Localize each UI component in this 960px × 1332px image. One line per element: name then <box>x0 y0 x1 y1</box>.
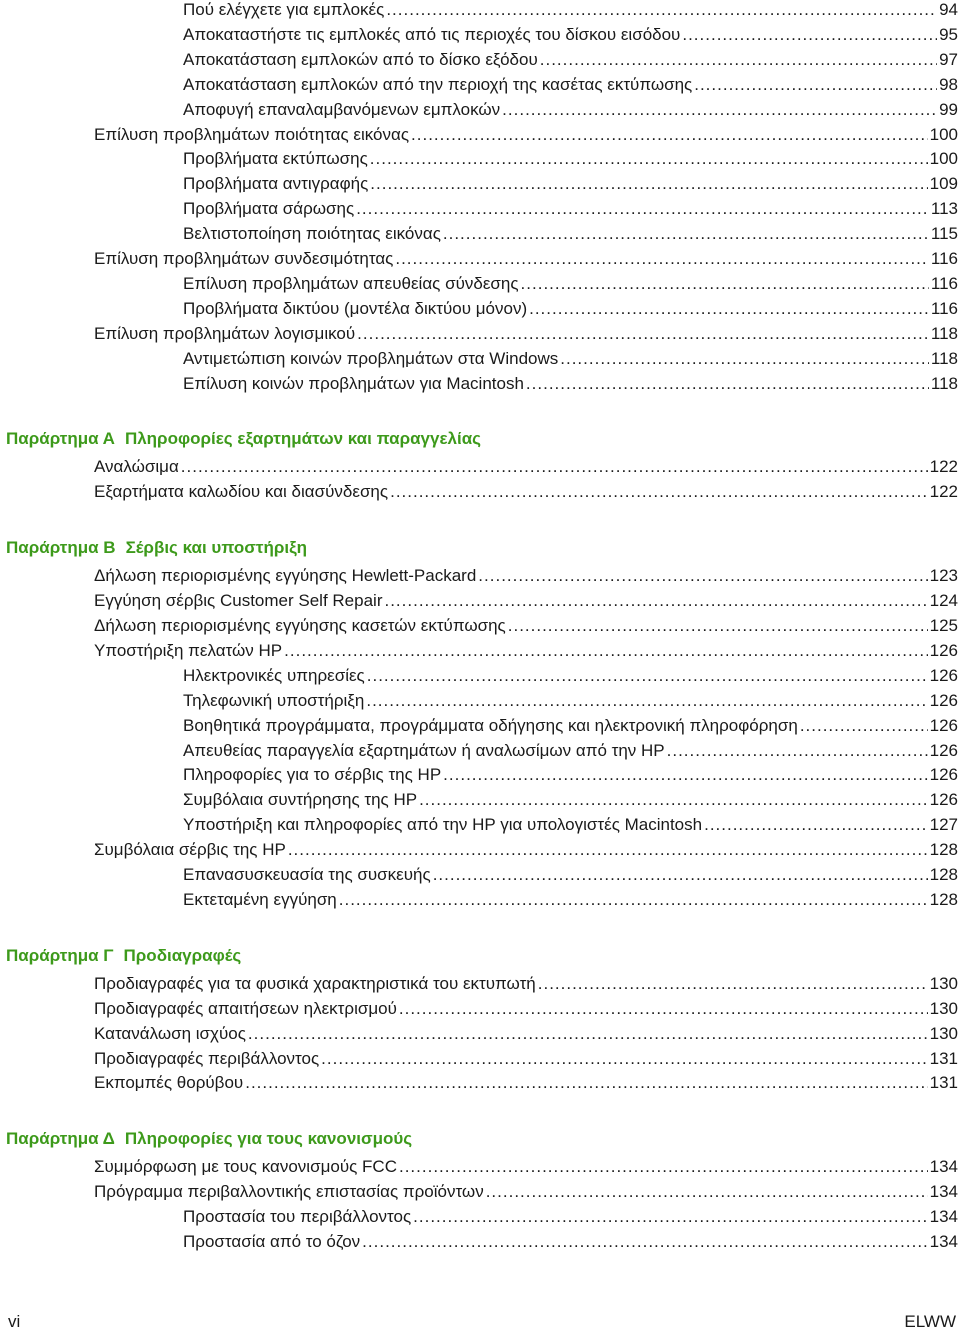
appendix-heading[interactable] <box>6 428 481 450</box>
toc-entry-title: Ηλεκτρονικές υπηρεσίες <box>183 665 365 685</box>
dot-leader <box>370 149 928 169</box>
dot-leader <box>366 691 927 711</box>
toc-page-number: 126 <box>929 690 958 710</box>
dot-leader <box>433 865 928 885</box>
toc-entry[interactable] <box>94 319 958 344</box>
toc-entry[interactable] <box>94 477 958 502</box>
toc-entry-title: Εκπομπές θορύβου <box>94 1073 244 1093</box>
toc-entry-title: Δήλωση περιορισμένης εγγύησης κασετών εκτύπωσης <box>94 616 506 635</box>
toc-page-number: 134 <box>929 1157 958 1177</box>
toc-subentry[interactable] <box>183 760 958 785</box>
dot-leader <box>390 482 928 502</box>
toc-page-number: 122 <box>929 457 958 477</box>
toc-page-number: 126 <box>929 765 958 785</box>
dot-leader <box>508 616 928 636</box>
dot-leader <box>411 125 928 145</box>
dot-leader <box>694 75 937 95</box>
toc-page-number: 134 <box>929 1182 958 1202</box>
dot-leader <box>357 324 929 344</box>
appendix-label: Παράρτημα Β <box>6 538 116 558</box>
toc-subentry[interactable] <box>183 0 958 20</box>
dot-leader <box>800 716 928 736</box>
toc-page-number: 122 <box>929 482 958 502</box>
toc-entry-title: Βοηθητικά προγράμματα, προγράμματα οδήγησης και ηλεκτρονική πληροφόρηση <box>183 715 798 735</box>
dot-leader <box>413 1207 927 1227</box>
toc-page-number: 98 <box>939 74 958 94</box>
dot-leader <box>339 890 928 910</box>
toc-subentry[interactable] <box>183 686 958 711</box>
dot-leader <box>370 174 927 194</box>
toc-entry-title: Εγγύηση σέρβις Customer Self Repair <box>94 591 383 611</box>
toc-entry-title: Προδιαγραφές περιβάλλοντος <box>94 1048 320 1068</box>
toc-subentry[interactable] <box>183 194 958 219</box>
toc-page-number: 123 <box>929 566 958 586</box>
appendix-heading[interactable] <box>6 1128 412 1150</box>
dot-leader <box>419 790 928 810</box>
toc-page-number: 134 <box>929 1207 958 1227</box>
toc-subentry[interactable] <box>183 344 958 369</box>
toc-entry-title: Απευθείας παραγγελία εξαρτημάτων ή αναλωσίμων από την HP <box>183 740 665 760</box>
dot-leader <box>529 299 929 319</box>
dot-leader <box>248 1024 928 1044</box>
toc-entry[interactable] <box>94 994 958 1019</box>
toc-entry-title: Επίλυση κοινών προβλημάτων για Macintosh <box>183 373 524 393</box>
toc-page-number: 130 <box>929 973 958 993</box>
toc-subentry[interactable] <box>183 661 958 686</box>
toc-entry[interactable] <box>94 1152 958 1177</box>
toc-entry[interactable] <box>94 835 958 860</box>
dot-leader <box>443 224 929 244</box>
toc-entry[interactable] <box>94 636 958 661</box>
appendix-title: Πληροφορίες εξαρτημάτων και παραγγελίας <box>124 429 481 449</box>
toc-entry-title: Τηλεφωνική υποστήριξη <box>183 690 365 710</box>
dot-leader <box>521 274 929 294</box>
dot-leader <box>386 0 937 20</box>
toc-page-number: 124 <box>929 591 958 611</box>
toc-page-number: 126 <box>929 640 958 660</box>
toc-page-number: 130 <box>929 1023 958 1043</box>
dot-leader <box>367 666 928 686</box>
appendix-label: Παράρτημα Δ <box>6 1129 115 1149</box>
dot-leader <box>538 974 928 994</box>
dot-leader <box>245 1073 927 1093</box>
toc-page-number: 95 <box>939 24 958 44</box>
toc-page-number: 115 <box>930 224 958 244</box>
toc-subentry[interactable] <box>183 1202 958 1227</box>
toc-entry-title: Επανασυσκευασία της συσκευής <box>183 865 431 884</box>
toc-page-number: 126 <box>929 665 958 685</box>
toc-page-number: 128 <box>929 865 958 884</box>
toc-entry[interactable] <box>94 244 958 269</box>
appendix-title: Προδιαγραφές <box>123 945 242 965</box>
toc-subentry[interactable] <box>183 294 958 319</box>
dot-leader <box>356 199 929 219</box>
toc-entry-title: Αναλώσιμα <box>94 457 179 477</box>
toc-entry[interactable] <box>94 120 958 145</box>
toc-subentry[interactable] <box>183 885 958 910</box>
toc-entry-title: Αποκαταστήστε τις εμπλοκές από τις περιοχές του δίσκου εισόδου <box>183 24 681 44</box>
toc-entry-title: Υποστήριξη πελατών HP <box>94 640 283 660</box>
appendix-label: Παράρτημα Α <box>6 429 115 449</box>
toc-page-number: 116 <box>930 273 958 293</box>
toc-page-number: 126 <box>929 790 958 810</box>
dot-leader <box>399 999 928 1019</box>
toc-entry[interactable] <box>94 611 958 636</box>
toc-page-number: 100 <box>929 149 958 169</box>
toc-entry-title: Αποφυγή επαναλαμβανόμενων εμπλοκών <box>183 99 501 119</box>
dot-leader <box>284 641 927 661</box>
toc-page-number: 94 <box>939 0 958 19</box>
toc-page-number: 131 <box>929 1073 958 1093</box>
toc-page-number: 118 <box>930 373 958 393</box>
toc-page-number: 116 <box>930 249 958 268</box>
appendix-heading[interactable] <box>6 945 241 967</box>
toc-entry-title: Επίλυση προβλημάτων απευθείας σύνδεσης <box>183 273 519 293</box>
toc-subentry[interactable] <box>183 45 958 70</box>
dot-leader <box>540 50 937 70</box>
toc-entry-title: Προβλήματα δικτύου (μοντέλα δικτύου μόνον) <box>183 298 528 318</box>
appendix-label: Παράρτημα Γ <box>6 945 114 965</box>
toc-entry-title: Προστασία από το όζον <box>183 1232 361 1251</box>
dot-leader <box>181 457 928 477</box>
dot-leader <box>667 741 928 761</box>
toc-entry-title: Υποστήριξη και πληροφορίες από την HP για υπολογιστές Macintosh <box>183 815 703 835</box>
toc-entry-title: Εκτεταμένη εγγύηση <box>183 889 337 909</box>
toc-page-number: 126 <box>929 740 958 760</box>
toc-entry[interactable] <box>94 1044 958 1069</box>
toc-entry-title: Επίλυση προβλημάτων λογισμικού <box>94 323 356 343</box>
toc-entry-title: Πληροφορίες για το σέρβις της HP <box>183 765 442 785</box>
toc-entry-title: Πού ελέγχετε για εμπλοκές <box>183 0 385 19</box>
toc-entry[interactable] <box>94 1068 958 1093</box>
dot-leader <box>399 1157 928 1177</box>
dot-leader <box>478 566 927 586</box>
toc-page-number: 113 <box>930 199 958 219</box>
toc-subentry[interactable] <box>183 369 958 394</box>
toc-entry-title: Αποκατάσταση εμπλοκών από το δίσκο εξόδου <box>183 49 538 69</box>
dot-leader <box>321 1049 927 1069</box>
toc-page-number: 128 <box>929 840 958 860</box>
toc-entry-title: Προδιαγραφές για τα φυσικά χαρακτηριστικά του εκτυπωτή <box>94 973 536 993</box>
toc-subentry[interactable] <box>183 785 958 810</box>
toc-subentry[interactable] <box>183 219 958 244</box>
toc-subentry[interactable] <box>183 169 958 194</box>
appendix-title: Πληροφορίες για τους κανονισμούς <box>124 1129 413 1149</box>
dot-leader <box>443 765 927 785</box>
dot-leader <box>502 100 937 120</box>
toc-entry-title: Συμβόλαια σέρβις της HP <box>94 840 286 860</box>
toc-entry[interactable] <box>94 452 958 477</box>
dot-leader <box>384 591 927 611</box>
dot-leader <box>526 374 929 394</box>
toc-entry[interactable] <box>94 1177 958 1202</box>
toc-subentry[interactable] <box>183 20 958 45</box>
toc-page-number: 130 <box>929 998 958 1018</box>
toc-page-number: 116 <box>930 298 958 318</box>
toc-entry-title: Πρόγραμμα περιβαλλοντικής επιστασίας προϊόντων <box>94 1182 484 1202</box>
toc-entry-title: Προβλήματα εκτύπωσης <box>183 149 368 169</box>
toc-page-number: 128 <box>929 889 958 909</box>
toc-entry-title: Επίλυση προβλημάτων συνδεσιμότητας <box>94 249 394 268</box>
toc-page-number: 118 <box>930 348 958 368</box>
toc-page-number: 131 <box>929 1048 958 1068</box>
dot-leader <box>288 840 928 860</box>
toc-entry-title: Βελτιστοποίηση ποιότητας εικόνας <box>183 224 441 244</box>
dot-leader <box>560 349 929 369</box>
toc-subentry[interactable] <box>183 70 958 95</box>
toc-subentry[interactable] <box>183 269 958 294</box>
toc-subentry[interactable] <box>183 711 958 736</box>
toc-entry-title: Προβλήματα αντιγραφής <box>183 174 369 194</box>
toc-subentry[interactable] <box>183 95 958 120</box>
toc-page-number: 100 <box>929 124 958 144</box>
toc-page-number: 99 <box>939 99 958 119</box>
toc-entry-title: Αντιμετώπιση κοινών προβλημάτων στα Windows <box>183 348 559 368</box>
dot-leader <box>486 1182 928 1202</box>
toc-entry-title: Επίλυση προβλημάτων ποιότητας εικόνας <box>94 124 410 144</box>
toc-entry[interactable] <box>94 586 958 611</box>
dot-leader <box>362 1232 927 1252</box>
dot-leader <box>682 25 937 45</box>
footer-brand: ELWW <box>904 1312 956 1331</box>
toc-page-number: 127 <box>929 815 958 835</box>
toc-page-number: 126 <box>929 715 958 735</box>
toc-entry-title: Εξαρτήματα καλωδίου και διασύνδεσης <box>94 482 389 502</box>
toc-page-number: 134 <box>929 1232 958 1251</box>
footer-page-number: vi <box>8 1312 21 1331</box>
toc-subentry[interactable] <box>183 144 958 169</box>
toc-entry-title: Προβλήματα σάρωσης <box>183 199 355 219</box>
dot-leader <box>704 815 928 835</box>
toc-entry-title: Προστασία του περιβάλλοντος <box>183 1207 412 1227</box>
toc-entry-title: Προδιαγραφές απαιτήσεων ηλεκτρισμού <box>94 998 397 1018</box>
appendix-heading[interactable] <box>6 537 307 559</box>
toc-page-number: 97 <box>939 49 958 69</box>
toc-page-number: 125 <box>929 616 958 635</box>
toc-entry-title: Αποκατάσταση εμπλοκών από την περιοχή της κασέτας εκτύπωσης <box>183 74 693 94</box>
toc-entry[interactable] <box>94 561 958 586</box>
toc-page-number: 109 <box>929 174 958 194</box>
toc-entry-title: Συμμόρφωση με τους κανονισμούς FCC <box>94 1157 397 1177</box>
toc-entry[interactable] <box>94 969 958 994</box>
toc-subentry[interactable] <box>183 736 958 761</box>
toc-entry[interactable] <box>94 1019 958 1044</box>
toc-page-number: 118 <box>930 323 958 343</box>
toc-subentry[interactable] <box>183 860 958 885</box>
toc-entry-title: Συμβόλαια συντήρησης της HP <box>183 790 418 810</box>
toc-entry-title: Δήλωση περιορισμένης εγγύησης Hewlett-Packard <box>94 566 477 586</box>
toc-entry-title: Κατανάλωση ισχύος <box>94 1023 246 1043</box>
toc-subentry[interactable] <box>183 1227 958 1252</box>
dot-leader <box>395 249 929 269</box>
appendix-title: Σέρβις και υποστήριξη <box>125 538 308 558</box>
toc-subentry[interactable] <box>183 810 958 835</box>
